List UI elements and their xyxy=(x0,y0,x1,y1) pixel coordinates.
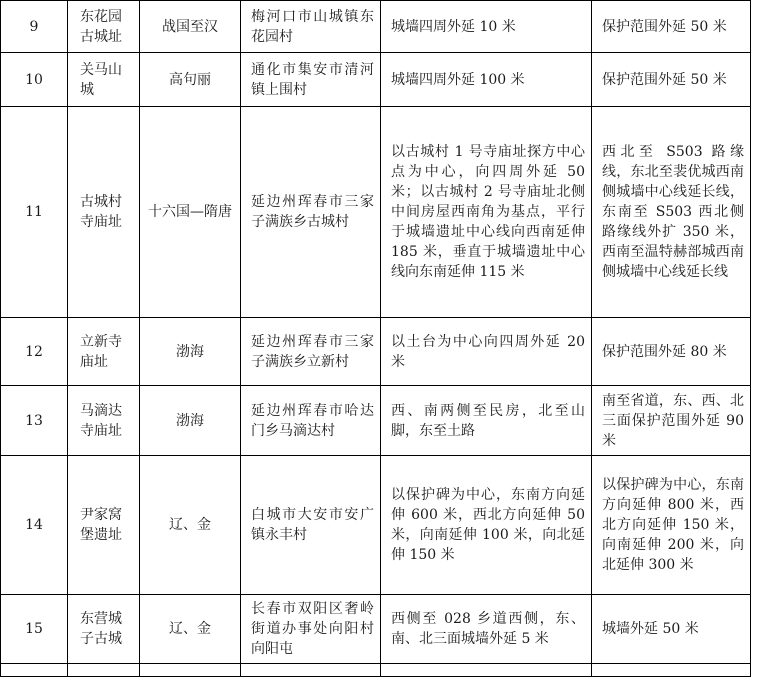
control-zone: 保护范围外延 80 米 xyxy=(592,318,751,386)
table-row xyxy=(1,595,751,664)
row-number: 10 xyxy=(1,53,68,107)
control-zone: 西北至 S503 路缘线，东北至裴优城西南侧城墙中心线延长线，东南至 S503 西北侧路缘线外扩 350 米，西南至温特赫部城西南侧城墙中心线延长线 xyxy=(592,107,751,318)
protection-range: 城墙四周外延 100 米 xyxy=(381,53,592,107)
empty-cell xyxy=(381,664,592,677)
control-zone: 以保护碑为中心，东南方向延伸 800 米，西北方向延伸 150 米，向南延伸 200 米，向北延伸 300 米 xyxy=(592,456,751,595)
empty-cell xyxy=(241,664,381,677)
empty-cell xyxy=(140,664,241,677)
protection-range: 以古城村 1 号寺庙址探方中心点为中心，向四周外延 50 米；以古城村 2 号寺庙址北侧中间房屋西南角为基点，平行于城墙遗址中心线向西南延伸 185 米，垂直于城墙遗址中心线向东南延伸 115 米 xyxy=(381,107,592,318)
empty-cell xyxy=(68,664,140,677)
site-location: 延边州珲春市三家子满族乡古城村 xyxy=(241,107,381,318)
row-number: 12 xyxy=(1,318,68,386)
empty-cell xyxy=(1,664,68,677)
protection-range: 西、南两侧至民房，北至山脚，东至土路 xyxy=(381,386,592,456)
control-zone: 南至省道，东、西、北三面保护范围外延 90 米 xyxy=(592,386,751,456)
table-row xyxy=(1,386,751,456)
table-row xyxy=(1,456,751,595)
table-row xyxy=(1,1,751,53)
protection-range: 以土台为中心向四周外延 20 米 xyxy=(381,318,592,386)
control-zone: 保护范围外延 50 米 xyxy=(592,53,751,107)
site-era: 辽、金 xyxy=(140,456,241,595)
site-name: 马滴达寺庙址 xyxy=(68,386,140,456)
site-name: 古城村寺庙址 xyxy=(68,107,140,318)
protection-range: 城墙四周外延 10 米 xyxy=(381,1,592,53)
table-row-partial xyxy=(1,664,751,677)
site-location: 延边州珲春市哈达门乡马滴达村 xyxy=(241,386,381,456)
site-era: 渤海 xyxy=(140,386,241,456)
row-number: 13 xyxy=(1,386,68,456)
control-zone: 保护范围外延 50 米 xyxy=(592,1,751,53)
row-number: 14 xyxy=(1,456,68,595)
site-name: 立新寺庙址 xyxy=(68,318,140,386)
site-era: 高句丽 xyxy=(140,53,241,107)
row-number: 15 xyxy=(1,595,68,664)
table-row xyxy=(1,53,751,107)
empty-cell xyxy=(592,664,751,677)
site-location: 延边州珲春市三家子满族乡立新村 xyxy=(241,318,381,386)
site-name: 东营城子古城 xyxy=(68,595,140,664)
site-name: 关马山城 xyxy=(68,53,140,107)
site-era: 十六国—隋唐 xyxy=(140,107,241,318)
row-number: 9 xyxy=(1,1,68,53)
table-row xyxy=(1,107,751,318)
control-zone: 城墙外延 50 米 xyxy=(592,595,751,664)
site-location: 长春市双阳区奢岭街道办事处向阳村向阳屯 xyxy=(241,595,381,664)
site-name: 尹家窝堡遗址 xyxy=(68,456,140,595)
site-era: 辽、金 xyxy=(140,595,241,664)
site-location: 白城市大安市安广镇永丰村 xyxy=(241,456,381,595)
table-row xyxy=(1,318,751,386)
protection-range: 西侧至 028 乡道西侧，东、南、北三面城墙外延 5 米 xyxy=(381,595,592,664)
site-era: 战国至汉 xyxy=(140,1,241,53)
protection-range: 以保护碑为中心，东南方向延伸 600 米，西北方向延伸 50 米，向南延伸 100 米，向北延伸 150 米 xyxy=(381,456,592,595)
site-location: 通化市集安市清河镇上围村 xyxy=(241,53,381,107)
site-name: 东花园古城址 xyxy=(68,1,140,53)
site-location: 梅河口市山城镇东花园村 xyxy=(241,1,381,53)
row-number: 11 xyxy=(1,107,68,318)
site-era: 渤海 xyxy=(140,318,241,386)
